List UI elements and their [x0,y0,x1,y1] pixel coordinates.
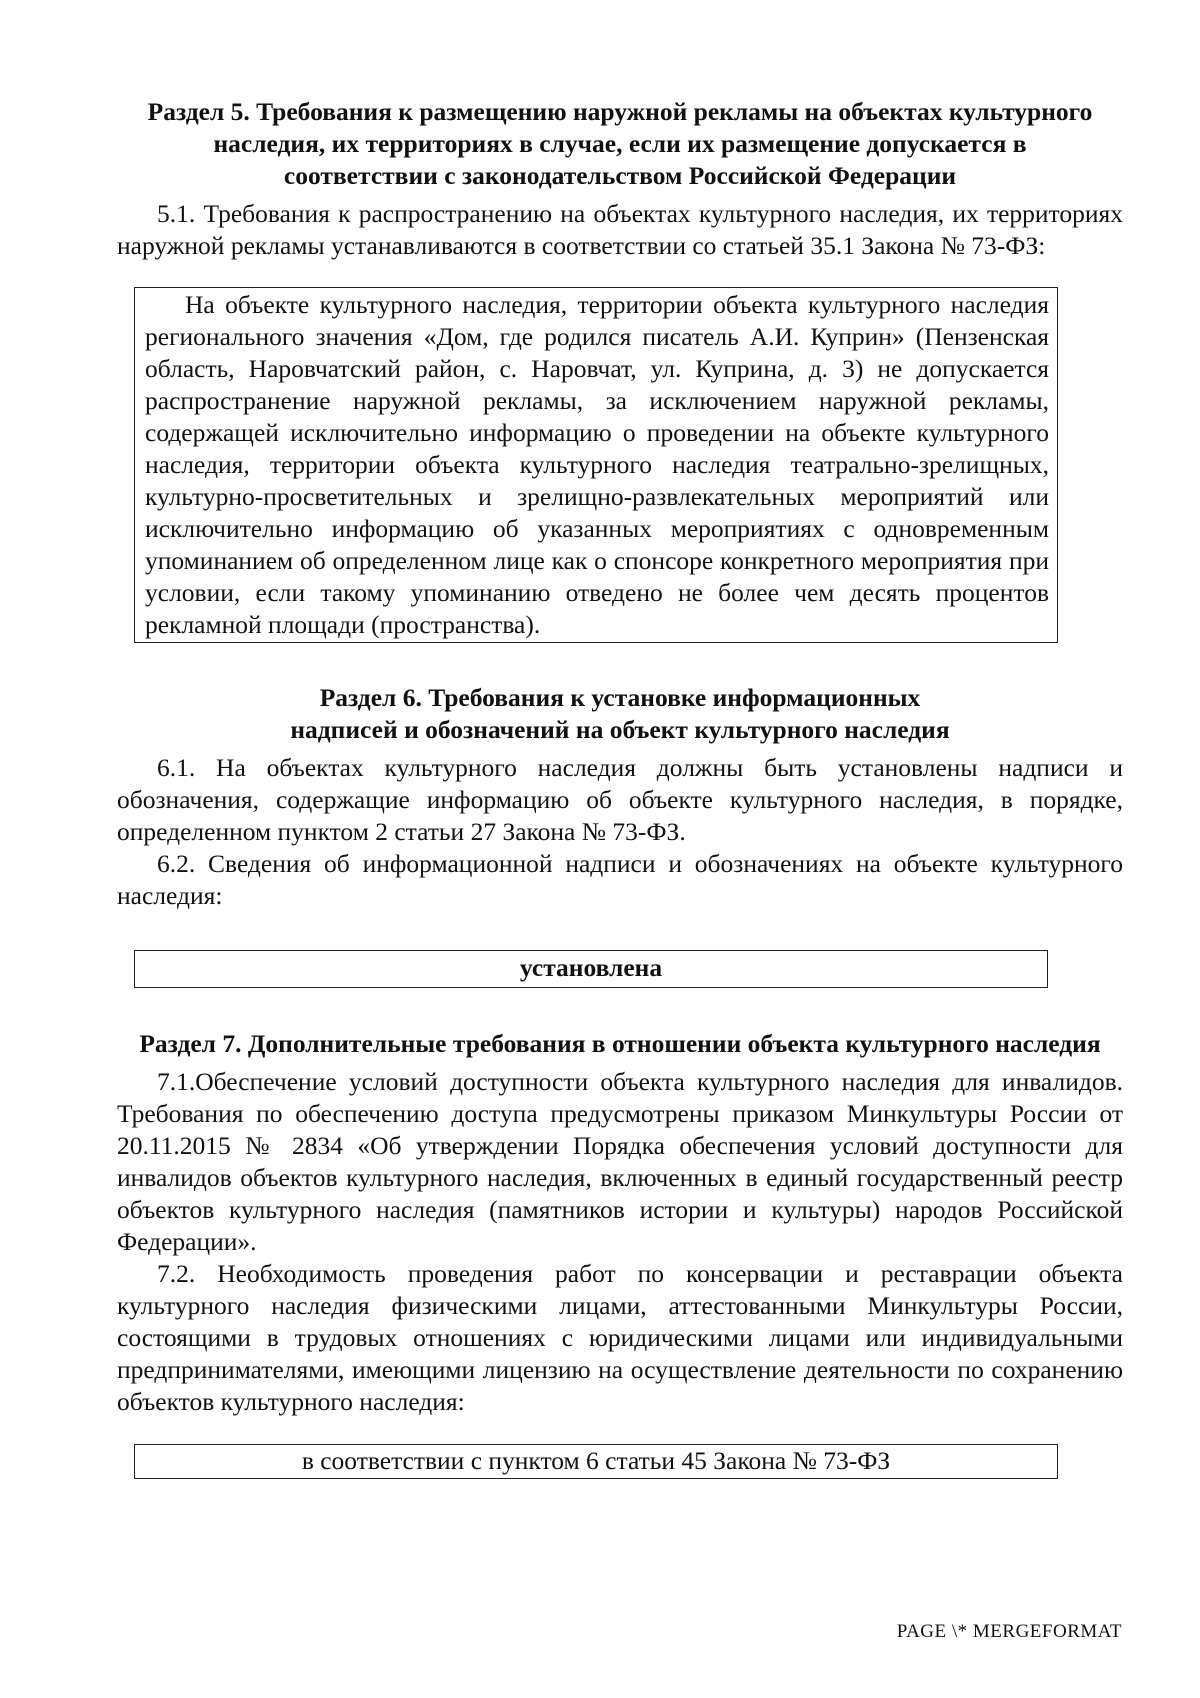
section-6-heading: Раздел 6. Требования к установке информационных надписей и обозначений на объект культурного наследия [290,683,950,744]
section-7-paragraph-2: 7.2. Необходимость проведения работ по консервации и реставрации объекта культурного наследия физическими лицами, аттестованными Минкультуры России, состоящими в трудовых отношениях с юридическими лицами или индивидуальными предпринимателями, имеющими лицензию на осуществление деятельности по сохранению объектов культурного наследия: [117,1259,1123,1416]
section-6-paragraph-1: 6.1. На объектах культурного наследия должны быть установлены надписи и обозначения, содержащие информацию об объекте культурного наследия, в порядке, определенном пунктом 2 статьи 27 Закона № 73-ФЗ. [117,753,1123,846]
section-6-paragraph-2: 6.2. Сведения об информационной надписи и обозначениях на объекте культурного наследия: [117,849,1123,910]
section-5-paragraph-1: 5.1. Требования к распространению на объектах культурного наследия, их территориях наружной рекламы устанавливаются в соответствии со статьей 35.1 Закона № 73-ФЗ: [117,199,1123,260]
inscription-status-value: установлена [519,953,663,982]
page-number-field: PAGE \* MERGEFORMAT [896,1621,1122,1642]
restoration-requirement-value: в соответствии с пунктом 6 статьи 45 Закона № 73-ФЗ [301,1446,891,1475]
inscription-status-box [134,950,1048,988]
section-5-heading: Раздел 5. Требования к размещению наружной рекламы на объектах культурного наследия, их территориях в случае, если их размещение допускается в соответствии с законодательством Российской Федерации [147,97,1093,190]
advertising-restriction-box [134,287,1058,643]
section-7-paragraph-1: 7.1.Обеспечение условий доступности объекта культурного наследия для инвалидов. Требования по обеспечению доступа предусмотрены приказом Минкультуры России от 20.11.2015 № 2834 «Об утверждении Порядка обеспечения условий доступности для инвалидов объектов культурного наследия, включенных в единый государственный реестр объектов культурного наследия (памятников истории и культуры) народов Российской Федерации». [117,1067,1123,1256]
advertising-restriction-text: На объекте культурного наследия, территории объекта культурного наследия регионального значения «Дом, где родился писатель А.И. Куприн» (Пензенская область, Наровчатский район, с. Наровчат, ул. Куприна, д. 3) не допускается распространение наружной рекламы, за исключением наружной рекламы, содержащей исключительно информацию о проведении на объекте культурного наследия, территории объекта культурного наследия театрально-зрелищных, культурно-просветительных и зрелищно-развлекательных мероприятий или исключительно информацию об указанных мероприятиях с одновременным упоминанием об определенном лице как о спонсоре конкретного мероприятия при условии, если такому упоминанию отведено не более чем десять процентов рекламной площади (пространства). [145,290,1049,639]
section-7-heading: Раздел 7. Дополнительные требования в отношении объекта культурного наследия [139,1029,1101,1058]
restoration-requirement-box [134,1444,1058,1479]
document-page [117,96,1123,1479]
